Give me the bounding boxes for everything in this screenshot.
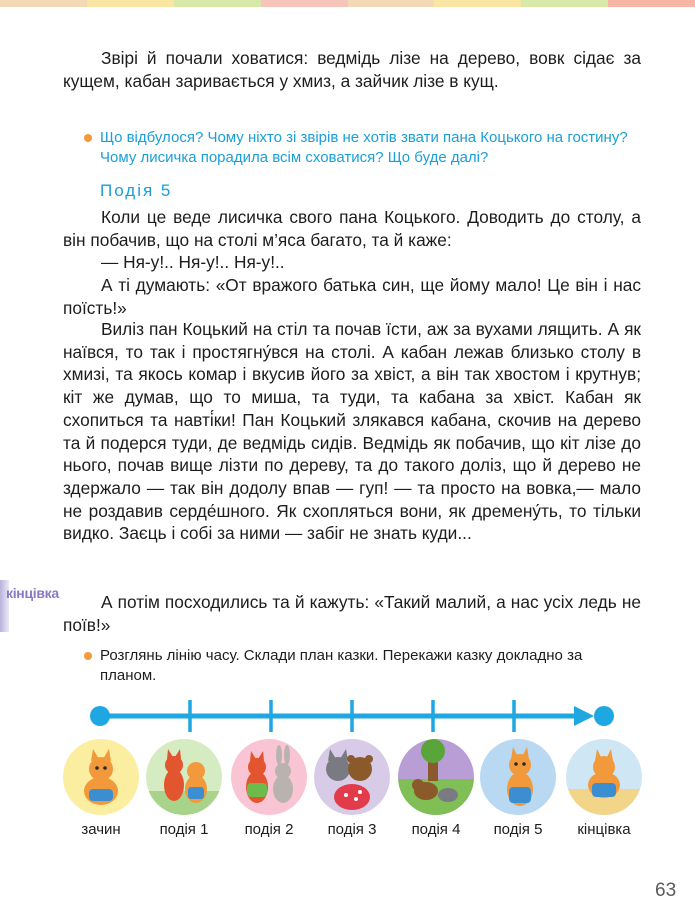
stripe-segment: [174, 0, 261, 7]
stripe-segment: [87, 0, 174, 7]
timeline-label: подія 5: [493, 821, 543, 838]
timeline-label: подія 3: [327, 821, 377, 838]
illustration-ending: [566, 739, 642, 815]
stripe-segment: [348, 0, 435, 7]
story-paragraph-6: А потім посходились та й кажуть: «Такий малий, а нас усіх ледь не поїв!»: [63, 592, 641, 635]
top-color-stripe: [0, 0, 695, 7]
stripe-segment: [434, 0, 521, 7]
story-paragraph-5: Виліз пан Коцький на стіл та почав їсти, аж за вухами лящить. А як наївся, то так і простягну́вся на столі. А кабан лежав близько столу в хмизі, та якось комар і вкусив його за хвіст, а він так хвостом і крутнув; кіт же думав, що то миша, та туди, та кабана за хвіст. Кабан як схопиться та навті́ки! Пан Коцький злякався кабана, скочив на дерево та й подерся туди, де ведмідь сидів. Ведмідь як побачив, що кіт лізе до нього, почав вище лізти по дереву, та до такого доліз, що й дерево не здержало — так він додолу впав — гуп! — та просто на вовка,— мало не роздавив серде́шного. Як схопляться вони, як дремену́ть, то тільки видко. Заєць і собі за ними — забіг не знать куди...: [63, 319, 641, 544]
timeline-label: подія 2: [244, 821, 294, 838]
stripe-segment: [261, 0, 348, 7]
illustration-event-1: [146, 739, 222, 815]
story-paragraph-4: А ті думають: «От вражого батька син, ще йому мало! Це він і нас поїсть!»: [63, 275, 641, 318]
questions-text: Що відбулося? Чому ніхто зі звірів не хотів звати пана Коцького на гостину? Чому лисичка порадила всім сховатися? Що буде далі?: [100, 129, 628, 166]
illustration-event-3: [314, 739, 390, 815]
event-5-heading: Подія 5: [100, 181, 173, 200]
timeline-end-dot: [594, 706, 614, 726]
task-text: Розглянь лінію часу. Склади план казки. Перекажи казку докладно за планом.: [100, 647, 583, 684]
page-number: 63: [655, 880, 677, 901]
stripe-segment: [0, 0, 87, 7]
timeline-label: кінцівка: [577, 821, 631, 838]
timeline-label: зачин: [81, 821, 121, 838]
bullet-icon: [84, 134, 92, 142]
timeline-arrowhead: [574, 706, 594, 726]
illustration-event-4: [398, 739, 474, 815]
stripe-segment: [608, 0, 695, 7]
story-paragraph-1: Звірі й почали ховатися: ведмідь лізе на дерево, вовк сідає за кущем, кабан заривається у хмиз, а зайчик лізе в кущ.: [63, 48, 641, 91]
timeline-label: подія 1: [159, 821, 209, 838]
stripe-segment: [521, 0, 608, 7]
timeline-label: подія 4: [411, 821, 461, 838]
story-paragraph-2: Коли це веде лисичка свого пана Коцького. Доводить до столу, а він побачив, що на столі м’яса багато, та й каже:: [63, 207, 641, 250]
bullet-icon: [84, 652, 92, 660]
ending-side-label: кінцівка: [6, 585, 59, 601]
story-paragraph-3: — Ня-у!.. Ня-у!.. Ня-у!..: [101, 252, 285, 272]
timeline-start-dot: [90, 706, 110, 726]
illustration-event-5: [480, 739, 556, 815]
illustration-event-2: [231, 739, 307, 815]
illustration-opening: [63, 739, 139, 815]
